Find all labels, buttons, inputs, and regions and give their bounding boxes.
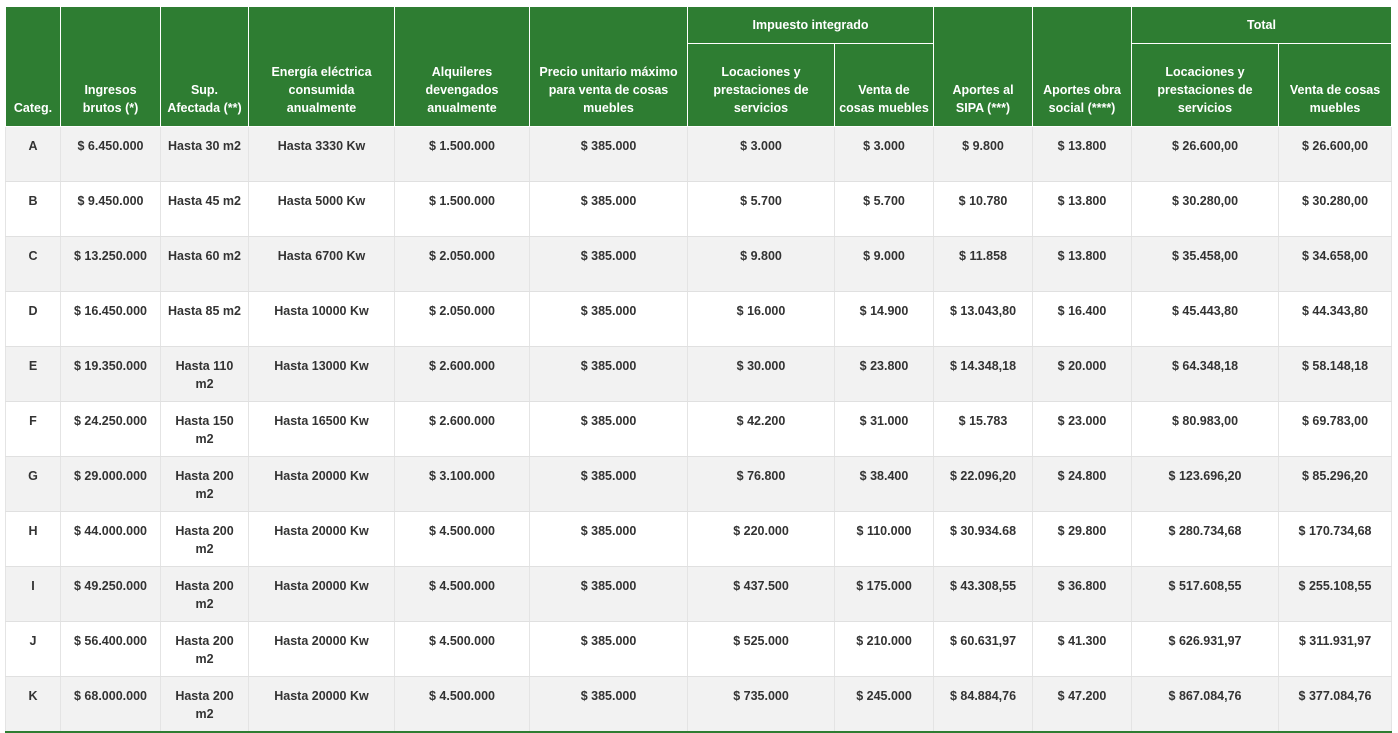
cell-aportes-obra-social: $ 36.800 [1033,567,1132,622]
cell-aportes-sipa: $ 11.858 [934,237,1033,292]
monotributo-categories-table [5,6,1392,733]
cell-total-locaciones: $ 517.608,55 [1132,567,1279,622]
cell-aportes-sipa: $ 22.096,20 [934,457,1033,512]
cell-impuesto-venta: $ 9.000 [835,237,934,292]
cell-impuesto-locaciones: $ 735.000 [688,677,835,733]
cell-precio-unitario: $ 385.000 [530,127,688,182]
cell-alquileres: $ 3.100.000 [395,457,530,512]
cell-superficie: Hasta 85 m2 [161,292,249,347]
header-impuesto-locaciones: Locaciones y prestaciones de servicios [688,44,835,127]
cell-aportes-sipa: $ 13.043,80 [934,292,1033,347]
header-aportes-obra-social: Aportes obra social (****) [1033,7,1132,127]
cell-superficie: Hasta 200 m2 [161,512,249,567]
cell-categoria: H [6,512,61,567]
cell-precio-unitario: $ 385.000 [530,182,688,237]
header-ingresos-brutos: Ingresos brutos (*) [61,7,161,127]
cell-aportes-obra-social: $ 47.200 [1033,677,1132,733]
cell-energia: Hasta 20000 Kw [249,512,395,567]
table-row [6,347,1392,402]
cell-superficie: Hasta 200 m2 [161,677,249,733]
table-row [6,457,1392,512]
cell-total-locaciones: $ 35.458,00 [1132,237,1279,292]
header-total-locaciones: Locaciones y prestaciones de servicios [1132,44,1279,127]
cell-aportes-obra-social: $ 13.800 [1033,127,1132,182]
cell-energia: Hasta 3330 Kw [249,127,395,182]
cell-aportes-obra-social: $ 13.800 [1033,237,1132,292]
cell-energia: Hasta 20000 Kw [249,622,395,677]
cell-impuesto-locaciones: $ 30.000 [688,347,835,402]
cell-impuesto-locaciones: $ 9.800 [688,237,835,292]
cell-alquileres: $ 2.600.000 [395,347,530,402]
cell-alquileres: $ 1.500.000 [395,127,530,182]
cell-total-locaciones: $ 123.696,20 [1132,457,1279,512]
cell-total-venta: $ 85.296,20 [1279,457,1392,512]
cell-impuesto-venta: $ 31.000 [835,402,934,457]
cell-superficie: Hasta 30 m2 [161,127,249,182]
cell-categoria: I [6,567,61,622]
cell-ingresos-brutos: $ 16.450.000 [61,292,161,347]
cell-categoria: C [6,237,61,292]
cell-aportes-sipa: $ 60.631,97 [934,622,1033,677]
cell-categoria: J [6,622,61,677]
table-row [6,127,1392,182]
header-group-impuesto-integrado: Impuesto integrado [688,7,934,44]
cell-impuesto-venta: $ 110.000 [835,512,934,567]
cell-precio-unitario: $ 385.000 [530,622,688,677]
cell-alquileres: $ 4.500.000 [395,567,530,622]
cell-energia: Hasta 20000 Kw [249,677,395,733]
monotributo-table-container [5,6,1391,733]
cell-impuesto-locaciones: $ 42.200 [688,402,835,457]
cell-total-locaciones: $ 867.084,76 [1132,677,1279,733]
cell-total-locaciones: $ 45.443,80 [1132,292,1279,347]
table-row [6,402,1392,457]
cell-aportes-sipa: $ 10.780 [934,182,1033,237]
cell-precio-unitario: $ 385.000 [530,567,688,622]
cell-alquileres: $ 2.050.000 [395,292,530,347]
cell-categoria: B [6,182,61,237]
cell-precio-unitario: $ 385.000 [530,292,688,347]
cell-impuesto-venta: $ 3.000 [835,127,934,182]
cell-total-venta: $ 44.343,80 [1279,292,1392,347]
table-row [6,512,1392,567]
cell-impuesto-venta: $ 23.800 [835,347,934,402]
cell-ingresos-brutos: $ 68.000.000 [61,677,161,733]
cell-total-venta: $ 30.280,00 [1279,182,1392,237]
cell-superficie: Hasta 60 m2 [161,237,249,292]
table-row [6,567,1392,622]
cell-precio-unitario: $ 385.000 [530,237,688,292]
cell-ingresos-brutos: $ 49.250.000 [61,567,161,622]
table-row [6,677,1392,733]
cell-alquileres: $ 1.500.000 [395,182,530,237]
cell-total-locaciones: $ 64.348,18 [1132,347,1279,402]
cell-total-locaciones: $ 30.280,00 [1132,182,1279,237]
cell-total-locaciones: $ 626.931,97 [1132,622,1279,677]
cell-energia: Hasta 16500 Kw [249,402,395,457]
cell-precio-unitario: $ 385.000 [530,512,688,567]
cell-precio-unitario: $ 385.000 [530,677,688,733]
cell-aportes-obra-social: $ 41.300 [1033,622,1132,677]
cell-alquileres: $ 2.600.000 [395,402,530,457]
cell-impuesto-venta: $ 210.000 [835,622,934,677]
cell-aportes-sipa: $ 15.783 [934,402,1033,457]
header-group-total: Total [1132,7,1392,44]
cell-impuesto-venta: $ 14.900 [835,292,934,347]
cell-total-locaciones: $ 26.600,00 [1132,127,1279,182]
cell-impuesto-locaciones: $ 437.500 [688,567,835,622]
cell-energia: Hasta 5000 Kw [249,182,395,237]
header-impuesto-venta: Venta de cosas muebles [835,44,934,127]
cell-total-venta: $ 255.108,55 [1279,567,1392,622]
cell-categoria: A [6,127,61,182]
cell-total-venta: $ 69.783,00 [1279,402,1392,457]
cell-ingresos-brutos: $ 56.400.000 [61,622,161,677]
cell-energia: Hasta 6700 Kw [249,237,395,292]
cell-precio-unitario: $ 385.000 [530,457,688,512]
cell-categoria: K [6,677,61,733]
cell-impuesto-venta: $ 38.400 [835,457,934,512]
header-aportes-sipa: Aportes al SIPA (***) [934,7,1033,127]
cell-aportes-obra-social: $ 16.400 [1033,292,1132,347]
cell-alquileres: $ 4.500.000 [395,677,530,733]
cell-impuesto-locaciones: $ 5.700 [688,182,835,237]
table-row [6,292,1392,347]
cell-energia: Hasta 20000 Kw [249,457,395,512]
cell-impuesto-venta: $ 175.000 [835,567,934,622]
cell-total-venta: $ 311.931,97 [1279,622,1392,677]
cell-impuesto-locaciones: $ 525.000 [688,622,835,677]
cell-aportes-sipa: $ 30.934.68 [934,512,1033,567]
cell-total-venta: $ 377.084,76 [1279,677,1392,733]
table-row [6,182,1392,237]
header-categ: Categ. [6,7,61,127]
cell-alquileres: $ 4.500.000 [395,512,530,567]
cell-superficie: Hasta 45 m2 [161,182,249,237]
cell-aportes-sipa: $ 84.884,76 [934,677,1033,733]
cell-categoria: G [6,457,61,512]
cell-aportes-sipa: $ 14.348,18 [934,347,1033,402]
cell-superficie: Hasta 200 m2 [161,622,249,677]
cell-total-venta: $ 34.658,00 [1279,237,1392,292]
cell-superficie: Hasta 150 m2 [161,402,249,457]
cell-impuesto-locaciones: $ 3.000 [688,127,835,182]
cell-superficie: Hasta 110 m2 [161,347,249,402]
header-superficie-afectada: Sup. Afectada (**) [161,7,249,127]
header-alquileres: Alquileres devengados anualmente [395,7,530,127]
cell-superficie: Hasta 200 m2 [161,457,249,512]
cell-ingresos-brutos: $ 9.450.000 [61,182,161,237]
cell-aportes-obra-social: $ 24.800 [1033,457,1132,512]
cell-impuesto-locaciones: $ 16.000 [688,292,835,347]
cell-ingresos-brutos: $ 44.000.000 [61,512,161,567]
table-header [6,7,1392,127]
cell-categoria: F [6,402,61,457]
cell-total-venta: $ 58.148,18 [1279,347,1392,402]
cell-total-locaciones: $ 80.983,00 [1132,402,1279,457]
table-row [6,237,1392,292]
cell-precio-unitario: $ 385.000 [530,402,688,457]
cell-aportes-obra-social: $ 20.000 [1033,347,1132,402]
cell-impuesto-venta: $ 5.700 [835,182,934,237]
header-energia-electrica: Energía eléctrica consumida anualmente [249,7,395,127]
cell-categoria: D [6,292,61,347]
cell-impuesto-locaciones: $ 220.000 [688,512,835,567]
header-row-top [6,7,1392,44]
header-total-venta: Venta de cosas muebles [1279,44,1392,127]
cell-energia: Hasta 10000 Kw [249,292,395,347]
cell-precio-unitario: $ 385.000 [530,347,688,402]
cell-ingresos-brutos: $ 13.250.000 [61,237,161,292]
header-precio-unitario: Precio unitario máximo para venta de cosas muebles [530,7,688,127]
cell-superficie: Hasta 200 m2 [161,567,249,622]
table-body [6,127,1392,733]
cell-aportes-sipa: $ 9.800 [934,127,1033,182]
cell-aportes-obra-social: $ 29.800 [1033,512,1132,567]
cell-impuesto-locaciones: $ 76.800 [688,457,835,512]
cell-categoria: E [6,347,61,402]
cell-energia: Hasta 20000 Kw [249,567,395,622]
cell-impuesto-venta: $ 245.000 [835,677,934,733]
cell-ingresos-brutos: $ 19.350.000 [61,347,161,402]
cell-aportes-sipa: $ 43.308,55 [934,567,1033,622]
cell-ingresos-brutos: $ 29.000.000 [61,457,161,512]
cell-ingresos-brutos: $ 6.450.000 [61,127,161,182]
cell-energia: Hasta 13000 Kw [249,347,395,402]
cell-alquileres: $ 2.050.000 [395,237,530,292]
cell-aportes-obra-social: $ 13.800 [1033,182,1132,237]
table-row [6,622,1392,677]
cell-total-locaciones: $ 280.734,68 [1132,512,1279,567]
cell-ingresos-brutos: $ 24.250.000 [61,402,161,457]
cell-aportes-obra-social: $ 23.000 [1033,402,1132,457]
cell-alquileres: $ 4.500.000 [395,622,530,677]
cell-total-venta: $ 170.734,68 [1279,512,1392,567]
cell-total-venta: $ 26.600,00 [1279,127,1392,182]
